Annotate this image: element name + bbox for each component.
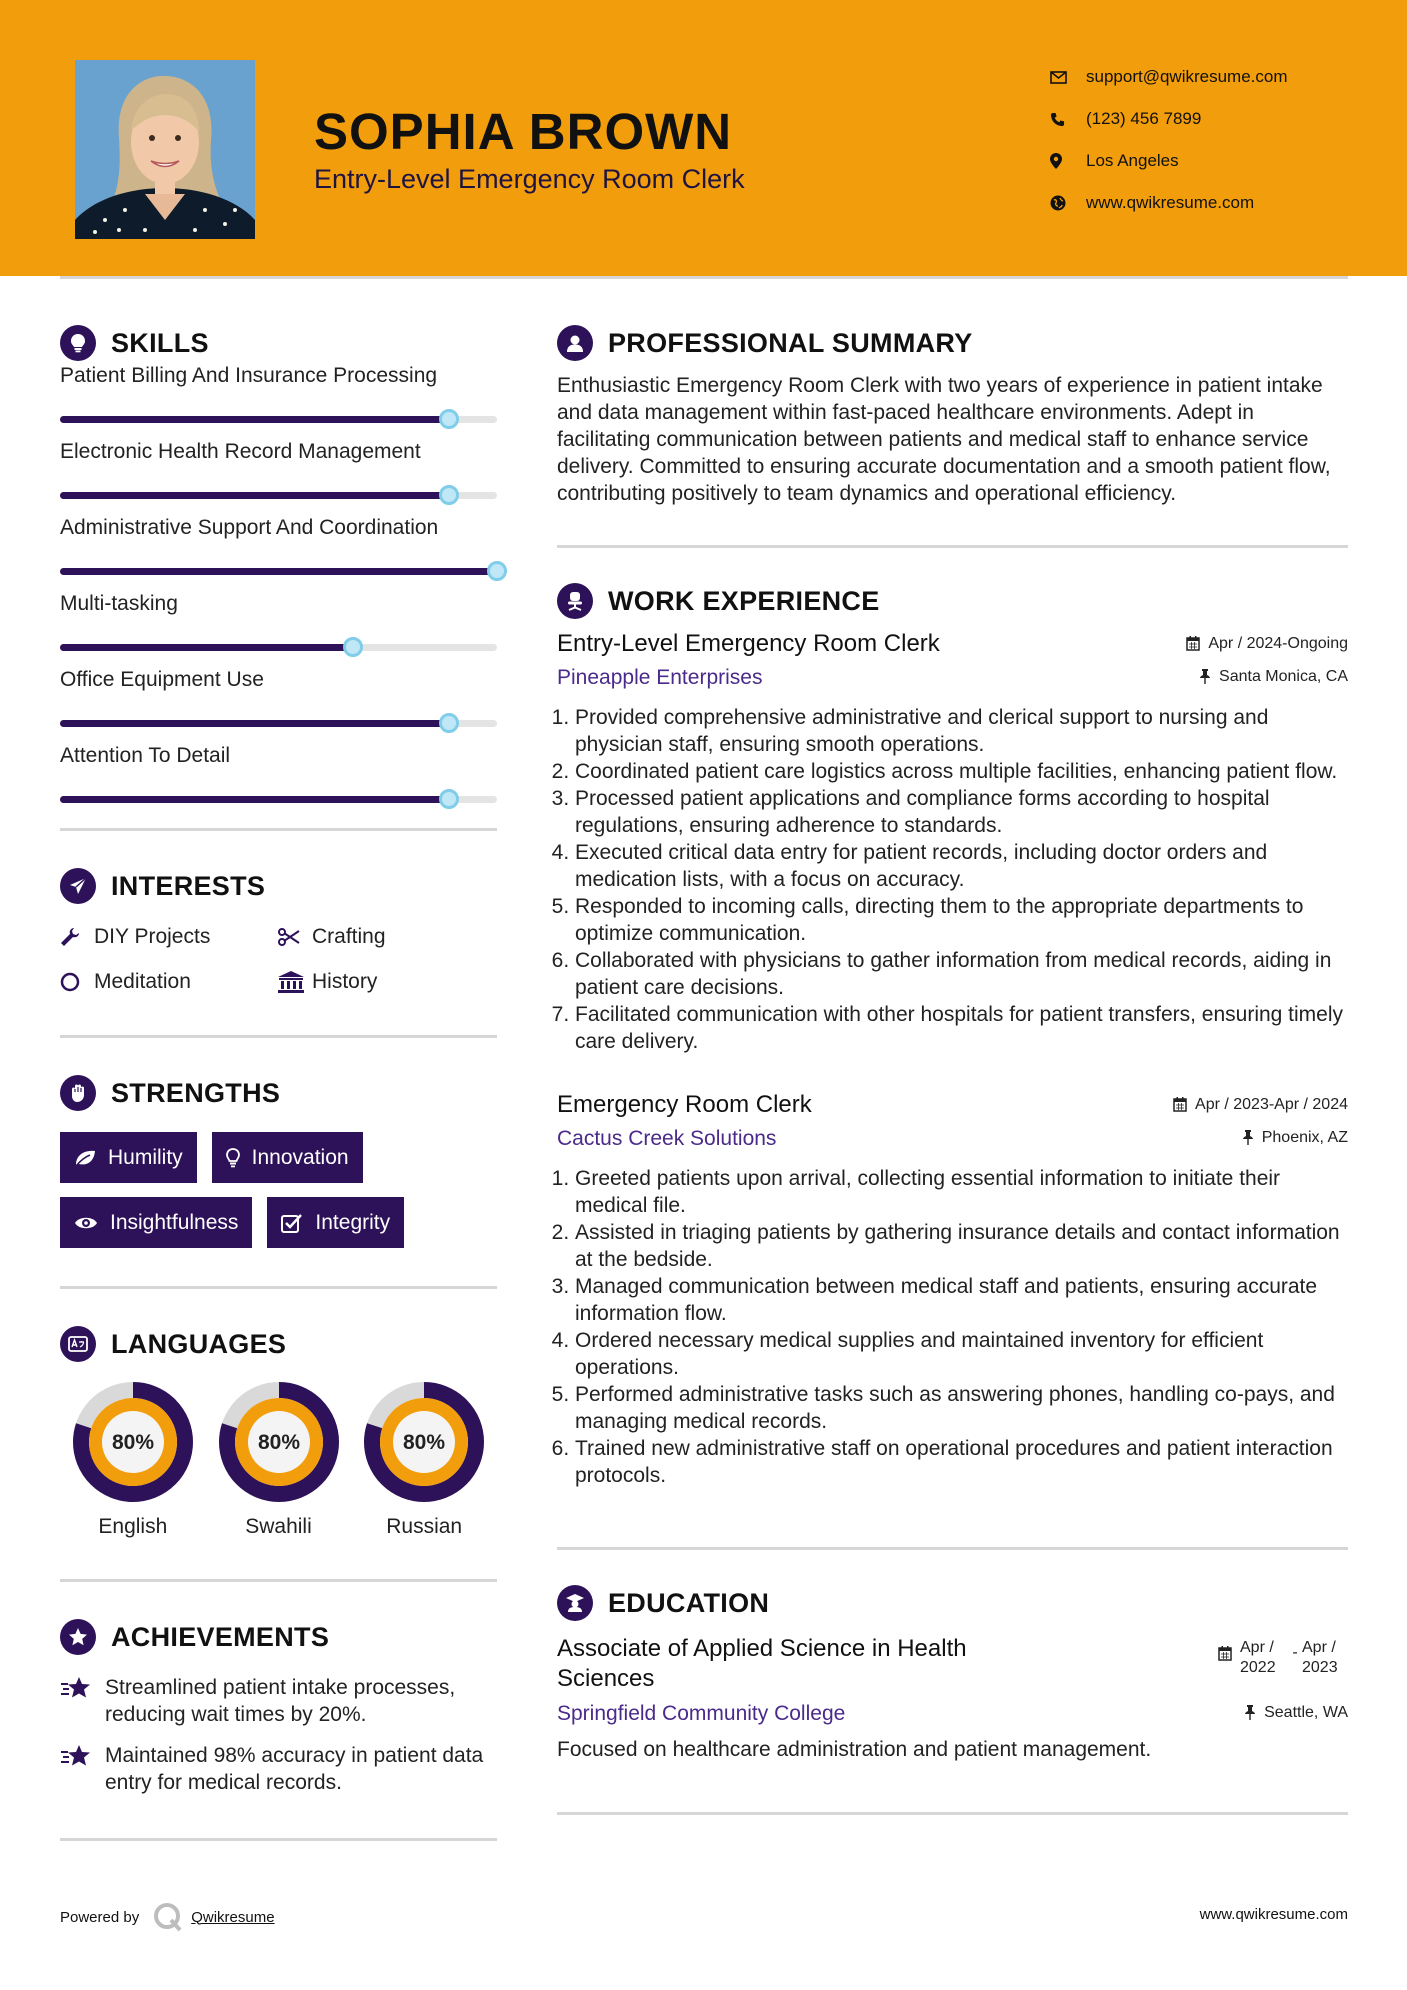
job-bullets	[557, 1165, 1348, 1489]
interests-heading: INTERESTS	[111, 870, 266, 901]
job-bullet: 5. Performed administrative tasks such as answering phones, handling co-pays, and managing medical records.	[575, 1381, 1348, 1435]
left-column	[60, 318, 497, 1841]
job-bullet: 2. Coordinated patient care logistics across multiple facilities, enhancing patient flow.	[575, 758, 1348, 785]
skill-bar-track	[60, 568, 497, 575]
interest-item	[60, 923, 278, 950]
skill-bar-track	[60, 644, 497, 651]
wrench-icon	[60, 927, 94, 947]
skills-heading: SKILLS	[111, 327, 209, 358]
bank-icon	[278, 971, 312, 993]
section-divider	[557, 545, 1348, 548]
skill-label: Attention To Detail	[60, 744, 231, 767]
education-date-start: Apr / 2022	[1240, 1639, 1276, 1676]
user-icon	[557, 325, 593, 361]
job-bullet: 3. Processed patient applications and compliance forms according to hospital regulations, ensuring adherence to standards.	[575, 785, 1348, 839]
skills-section	[60, 318, 497, 820]
job-location-text: Santa Monica, CA	[1219, 667, 1348, 685]
interest-label: DIY Projects	[94, 924, 211, 948]
skill-bar-knob	[439, 485, 459, 505]
job-bullet: 4. Ordered necessary medical supplies and maintained inventory for efficient operations.	[575, 1327, 1348, 1381]
language-progress-ring	[218, 1381, 340, 1503]
education-heading: EDUCATION	[608, 1587, 770, 1618]
skill-bar-fill	[60, 644, 353, 651]
skill-item	[60, 592, 497, 668]
skill-label: Administrative Support And Coordination	[60, 516, 439, 539]
language-percent: 80%	[111, 1431, 154, 1454]
job-bullet: 3. Managed communication between medical staff and patients, ensuring accurate information flow.	[575, 1273, 1348, 1327]
section-divider	[60, 828, 497, 831]
strength-label: Integrity	[315, 1210, 391, 1234]
strength-badge	[60, 1132, 197, 1183]
degree-title: Associate of Applied Science in Health Sciences	[557, 1635, 967, 1692]
circle-icon	[60, 972, 94, 992]
contact-email-text: support@qwikresume.com	[1086, 67, 1288, 86]
language-percent: 80%	[257, 1431, 300, 1454]
education-section	[557, 1578, 1348, 1762]
skill-item	[60, 364, 497, 440]
skill-bar-track	[60, 416, 497, 423]
globe-icon	[1050, 195, 1086, 211]
leaf-icon	[74, 1149, 96, 1167]
star-list-icon	[60, 1742, 105, 1796]
job-bullet: 1. Greeted patients upon arrival, collecting essential information to initiate their medical file.	[575, 1165, 1348, 1219]
strength-label: Insightfulness	[110, 1210, 239, 1234]
job-role: Emergency Room Clerk	[557, 1091, 812, 1118]
achievement-text: Maintained 98% accuracy in patient data entry for medical records.	[105, 1744, 484, 1794]
qwikresume-link[interactable]: Qwikresume	[191, 1908, 275, 1926]
job-location-text: Phoenix, AZ	[1261, 1128, 1348, 1146]
contact-location	[1050, 140, 1380, 182]
skill-item	[60, 516, 497, 592]
section-divider	[60, 1286, 497, 1289]
strengths-heading: STRENGTHS	[111, 1077, 281, 1108]
job-entry	[557, 630, 1348, 1055]
language-progress-ring	[363, 1381, 485, 1503]
resume-header	[0, 0, 1407, 276]
language-icon	[60, 1326, 96, 1362]
summary-heading: PROFESSIONAL SUMMARY	[608, 327, 973, 358]
contact-location-text: Los Angeles	[1086, 151, 1179, 170]
pushpin-icon	[1244, 1705, 1256, 1720]
phone-icon	[1050, 112, 1086, 127]
check-square-icon	[281, 1213, 303, 1233]
language-progress-ring	[72, 1381, 194, 1503]
skill-bar-knob	[439, 789, 459, 809]
job-bullet: 7. Facilitated communication with other hospitals for patient transfers, ensuring timely care delivery.	[575, 1001, 1348, 1055]
job-bullet: 1. Provided comprehensive administrative and clerical support to nursing and physician staff, ensuring smooth operations.	[575, 704, 1348, 758]
map-marker-icon	[1050, 153, 1086, 169]
job-bullet: 5. Responded to incoming calls, directing them to the appropriate departments to optimize communication.	[575, 893, 1348, 947]
pushpin-icon	[1199, 669, 1211, 684]
scissors-icon	[278, 928, 312, 946]
job-date	[1186, 635, 1348, 653]
contact-list	[1050, 56, 1380, 224]
contact-email[interactable]	[1050, 56, 1380, 98]
envelope-icon	[1050, 71, 1086, 84]
job-bullet: 6. Collaborated with physicians to gather information from medical records, aiding in patient care decisions.	[575, 947, 1348, 1001]
skill-bar-track	[60, 720, 497, 727]
contact-phone[interactable]	[1050, 98, 1380, 140]
strength-label: Humility	[108, 1145, 183, 1169]
office-chair-icon	[557, 583, 593, 619]
skills-list	[60, 364, 497, 820]
skill-label: Electronic Health Record Management	[60, 440, 421, 463]
pushpin-icon	[1242, 1130, 1254, 1145]
skill-bar-fill	[60, 492, 449, 499]
summary-text: Enthusiastic Emergency Room Clerk with two years of experience in patient intake and data management within fast-paced healthcare environments. Adept in facilitating communication between patients and medical staff to enhance service delivery. Committed to ensuring accurate documentation and a smooth patient flow, contributing positively to team dynamics and operational efficiency.	[557, 374, 1331, 505]
education-date	[1218, 1638, 1348, 1694]
strength-badge	[267, 1197, 404, 1248]
interests-section	[60, 861, 497, 995]
contact-website-text: www.qwikresume.com	[1086, 193, 1255, 212]
interest-label: Crafting	[312, 924, 386, 948]
language-label: English	[98, 1515, 168, 1538]
languages-heading: LANGUAGES	[111, 1328, 287, 1359]
job-bullet: 2. Assisted in triaging patients by gathering insurance details and contact information at the bedside.	[575, 1219, 1348, 1273]
language-percent: 80%	[403, 1431, 446, 1454]
skill-bar-fill	[60, 416, 449, 423]
calendar-icon	[1218, 1646, 1232, 1661]
job-entry	[557, 1091, 1348, 1489]
skill-bar-knob	[439, 713, 459, 733]
achievements-section	[60, 1612, 497, 1796]
hand-fist-icon	[60, 1075, 96, 1111]
interest-label: History	[312, 969, 378, 993]
footer-powered-by	[60, 1902, 275, 1932]
graduate-icon	[557, 1585, 593, 1621]
job-bullet: 4. Executed critical data entry for patient records, including doctor orders and medication lists, with a focus on accuracy.	[575, 839, 1348, 893]
skill-bar-track	[60, 492, 497, 499]
languages-section	[60, 1319, 497, 1539]
star-badge-icon	[60, 1619, 96, 1655]
skill-label: Patient Billing And Insurance Processing	[60, 364, 438, 387]
achievement-text: Streamlined patient intake processes, reducing wait times by 20%.	[105, 1676, 456, 1726]
candidate-name: SOPHIA BROWN	[314, 103, 733, 160]
education-date-end: Apr / 2023	[1302, 1639, 1338, 1676]
skill-item	[60, 744, 497, 820]
strength-badge	[212, 1132, 363, 1183]
eye-icon	[74, 1215, 98, 1231]
interest-item	[278, 968, 497, 995]
lightbulb-outline-icon	[226, 1148, 240, 1168]
education-date-separator: -	[1292, 1644, 1298, 1661]
profile-photo	[75, 60, 255, 239]
section-divider	[60, 1035, 497, 1038]
section-divider	[60, 1579, 497, 1582]
skill-item	[60, 440, 497, 516]
skill-bar-fill	[60, 796, 449, 803]
calendar-icon	[1186, 636, 1200, 651]
skill-label: Office Equipment Use	[60, 668, 264, 691]
lightbulb-icon	[60, 325, 96, 361]
skill-item	[60, 668, 497, 744]
language-item	[351, 1381, 497, 1539]
skill-bar-track	[60, 796, 497, 803]
skill-bar-fill	[60, 568, 497, 575]
calendar-icon	[1173, 1097, 1187, 1112]
interest-item	[60, 968, 278, 995]
education-location-text: Seattle, WA	[1264, 1703, 1348, 1721]
candidate-title: Entry-Level Emergency Room Clerk	[314, 164, 745, 194]
job-date	[1173, 1096, 1348, 1114]
job-company: Pineapple Enterprises	[557, 666, 763, 689]
languages-list	[60, 1381, 497, 1539]
strengths-section	[60, 1068, 497, 1248]
summary-section	[557, 318, 1348, 507]
job-role: Entry-Level Emergency Room Clerk	[557, 630, 940, 657]
section-divider	[557, 1547, 1348, 1550]
job-location	[1242, 1129, 1348, 1147]
qwikresume-logo-icon	[153, 1902, 183, 1932]
header-divider	[60, 276, 1348, 279]
star-list-icon	[60, 1674, 105, 1728]
job-bullets	[557, 704, 1348, 1055]
language-item	[60, 1381, 206, 1539]
job-location	[1199, 668, 1348, 686]
job-date-text: Apr / 2023-Apr / 2024	[1195, 1095, 1348, 1113]
education-location	[1244, 1704, 1348, 1722]
skill-bar-knob	[439, 409, 459, 429]
achievement-item	[60, 1674, 497, 1728]
strength-label: Innovation	[251, 1145, 349, 1169]
job-bullet: 6. Trained new administrative staff on operational procedures and patient interaction protocols.	[575, 1435, 1348, 1489]
education-description: Focused on healthcare administration and patient management.	[557, 1738, 1152, 1761]
section-divider	[60, 1838, 497, 1841]
footer-website[interactable]: www.qwikresume.com	[1199, 1906, 1348, 1923]
skill-label: Multi-tasking	[60, 592, 178, 615]
skill-bar-knob	[343, 637, 363, 657]
paper-plane-icon	[60, 868, 96, 904]
language-item	[206, 1381, 352, 1539]
right-column	[557, 318, 1348, 1815]
contact-phone-text: (123) 456 7899	[1086, 109, 1202, 128]
section-divider	[557, 1812, 1348, 1815]
strength-badge	[60, 1197, 252, 1248]
job-company: Cactus Creek Solutions	[557, 1127, 777, 1150]
experience-heading: WORK EXPERIENCE	[608, 585, 880, 616]
job-date-text: Apr / 2024-Ongoing	[1208, 634, 1348, 652]
language-label: Russian	[386, 1515, 463, 1538]
school-name: Springfield Community College	[557, 1702, 846, 1725]
achievements-heading: ACHIEVEMENTS	[111, 1621, 330, 1652]
language-label: Swahili	[245, 1515, 312, 1538]
powered-by-text: Powered by	[60, 1908, 140, 1926]
experience-section	[557, 576, 1348, 1489]
skill-bar-fill	[60, 720, 449, 727]
interest-label: Meditation	[94, 969, 191, 993]
contact-website[interactable]	[1050, 182, 1380, 224]
skill-bar-knob	[487, 561, 507, 581]
achievement-item	[60, 1742, 497, 1796]
interest-item	[278, 923, 497, 950]
